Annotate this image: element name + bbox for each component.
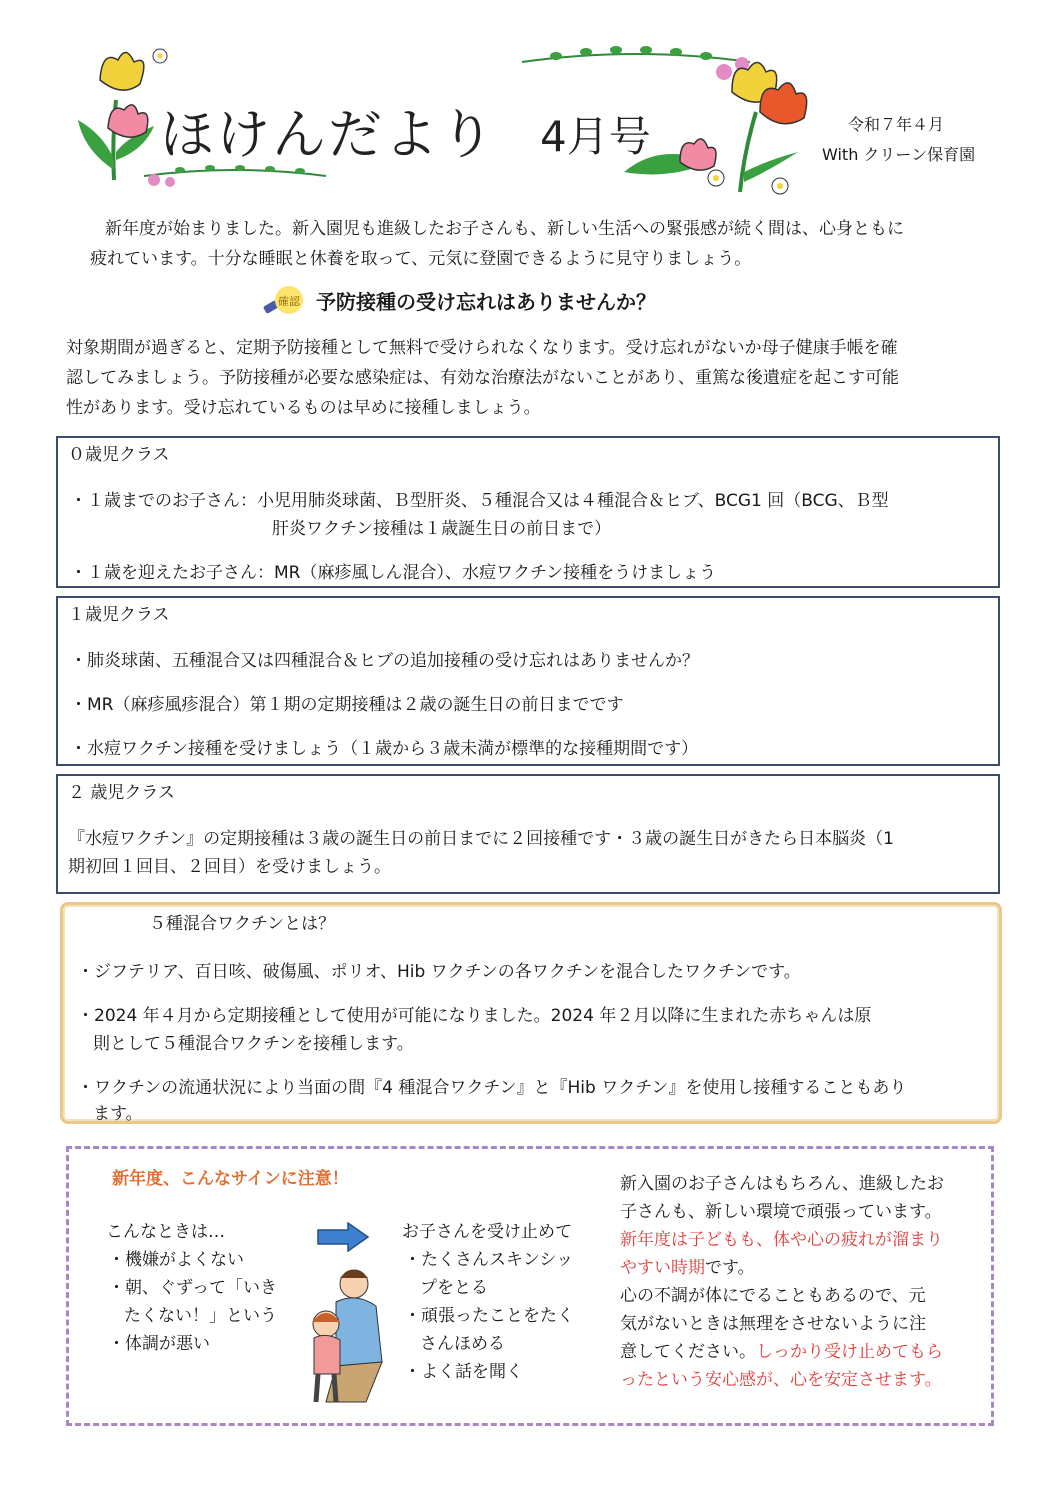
explanation-line [620, 1338, 980, 1366]
five-in-one-item-continued: ます。 [93, 1104, 143, 1124]
right-arrow-icon [316, 1222, 370, 1252]
newsletter-title: ほけんだより [160, 103, 496, 166]
class1-caption: １歳児クラス [68, 605, 170, 625]
vaccination-intro [66, 333, 996, 423]
class0-caption: ０歳児クラス [68, 445, 170, 465]
intro-line: 新年度が始まりました。新入園児も進級したお子さんも、新しい生活への緊張感が続く間は、心身ともに [105, 219, 904, 239]
list-item: ・朝、ぐずって「いき [108, 1278, 277, 1298]
signs-heading: 新年度、こんなサインに注意！ [112, 1169, 349, 1189]
explanation-line-highlight: ったという安心感が、心を安定させます。 [620, 1370, 942, 1390]
explanation-line: 心の不調が体にでることもあるので、元 [620, 1286, 926, 1306]
list-item-continued: たくない！」という [124, 1306, 277, 1326]
class2-caption: ２ 歳児クラス [68, 783, 175, 803]
issue-number: 4月号 [540, 112, 651, 161]
class0-box [56, 436, 1000, 588]
svg-text:確認: 確認 [278, 295, 300, 308]
list-item: ・よく話を聞く [404, 1362, 523, 1382]
parent-hugging-child-illustration [296, 1262, 396, 1412]
class0-item: ・１歳までのお子さん：小児用肺炎球菌、Ｂ型肝炎、５種混合又は４種混合＆ヒブ、BCG1 回（BCG、Ｂ型 [70, 491, 889, 511]
vaccination-heading: 予防接種の受け忘れはありませんか？ [316, 290, 656, 314]
class2-text: 『水痘ワクチン』の定期接種は３歳の誕生日の前日までに２回接種です・３歳の誕生日がきたら日本脳炎（1 [68, 829, 894, 849]
class2-text: 期初回１回目、２回目）を受けましょう。 [68, 857, 391, 877]
accept-title: お子さんを受け止めて [402, 1222, 572, 1242]
intro-line: 疲れています。十分な睡眠と休養を取って、元気に登園できるように見守りましょう。 [90, 249, 752, 269]
five-in-one-item: ・2024 年４月から定期接種として使用が可能になりました。2024 年２月以降に生まれた赤ちゃんは原 [77, 1006, 872, 1026]
explanation-line: 新入園のお子さんはもちろん、進級したお [620, 1174, 945, 1194]
flashlight-icon [262, 283, 304, 319]
list-item: ・機嫌がよくない [108, 1250, 244, 1270]
five-in-one-title: ５種混合ワクチンとは？ [149, 914, 336, 934]
explanation-line: 気がないときは無理をさせないように注 [620, 1314, 926, 1334]
class0-item: ・１歳を迎えたお子さん：MR（麻疹風しん混合）、水痘ワクチン接種をうけましょう [70, 563, 717, 583]
explanation-line: 子さんも、新しい環境で頑張っています。 [620, 1202, 942, 1222]
intro-paragraph [90, 214, 990, 274]
list-item-continued: さんほめる [420, 1334, 505, 1354]
issue-date: 令和７年４月 [848, 115, 945, 134]
list-item: ・頑張ったことをたく [404, 1306, 574, 1326]
explanation-line [620, 1254, 980, 1282]
class1-item: ・肺炎球菌、五種混合又は四種混合＆ヒブの追加接種の受け忘れはありませんか？ [70, 651, 699, 671]
vaccination-intro-line: 認してみましょう。予防接種が必要な感染症は、有効な治療法がないことがあり、重篤な後遺症を起こす可能 [66, 368, 899, 388]
five-in-one-item: ・ワクチンの流通状況により当面の間『4 種混合ワクチン』と『Hib ワクチン』を使用し接種することもあり [77, 1078, 907, 1098]
five-in-one-box [60, 902, 1002, 1124]
five-in-one-item-continued: 則として５種混合ワクチンを接種します。 [93, 1034, 414, 1054]
list-item: ・体調が悪い [108, 1334, 210, 1354]
list-item-continued: プをとる [420, 1278, 488, 1298]
explanation-text: です。 [705, 1258, 755, 1278]
explanation-highlight: やすい時期 [620, 1258, 705, 1278]
when-list [108, 1246, 277, 1358]
vaccination-intro-line: 対象期間が過ぎると、定期予防接種として無料で受けられなくなります。受け忘れがないか母子健康手帳を確 [66, 338, 898, 358]
class2-box [56, 774, 1000, 894]
class0-item-continued: 肝炎ワクチン接種は１歳誕生日の前日まで） [272, 519, 612, 539]
class1-box [56, 596, 1000, 766]
explanation-highlight: しっかり受け止めてもら [756, 1342, 943, 1362]
five-in-one-item: ・ジフテリア、百日咳、破傷風、ポリオ、Hib ワクチンの各ワクチンを混合したワクチンです。 [77, 962, 801, 982]
accept-list [404, 1246, 574, 1386]
class1-item: ・水痘ワクチン接種を受けましょう（１歳から３歳未満が標準的な接種期間です） [70, 739, 699, 759]
flashlight-confirm-badge [262, 283, 304, 319]
school-name: With クリーン保育園 [822, 145, 976, 164]
explanation-text: 意してください。 [620, 1342, 756, 1362]
signs-explanation [620, 1170, 980, 1394]
list-item: ・たくさんスキンシッ [404, 1250, 574, 1270]
class1-item: ・MR（麻疹風疹混合）第１期の定期接種は２歳の誕生日の前日までです [70, 695, 624, 715]
explanation-line-highlight: 新年度は子どもも、体や心の疲れが溜まり [620, 1230, 943, 1250]
vaccination-intro-line: 性があります。受け忘れているものは早めに接種しましょう。 [66, 398, 541, 418]
when-title: こんなときは… [106, 1222, 225, 1242]
